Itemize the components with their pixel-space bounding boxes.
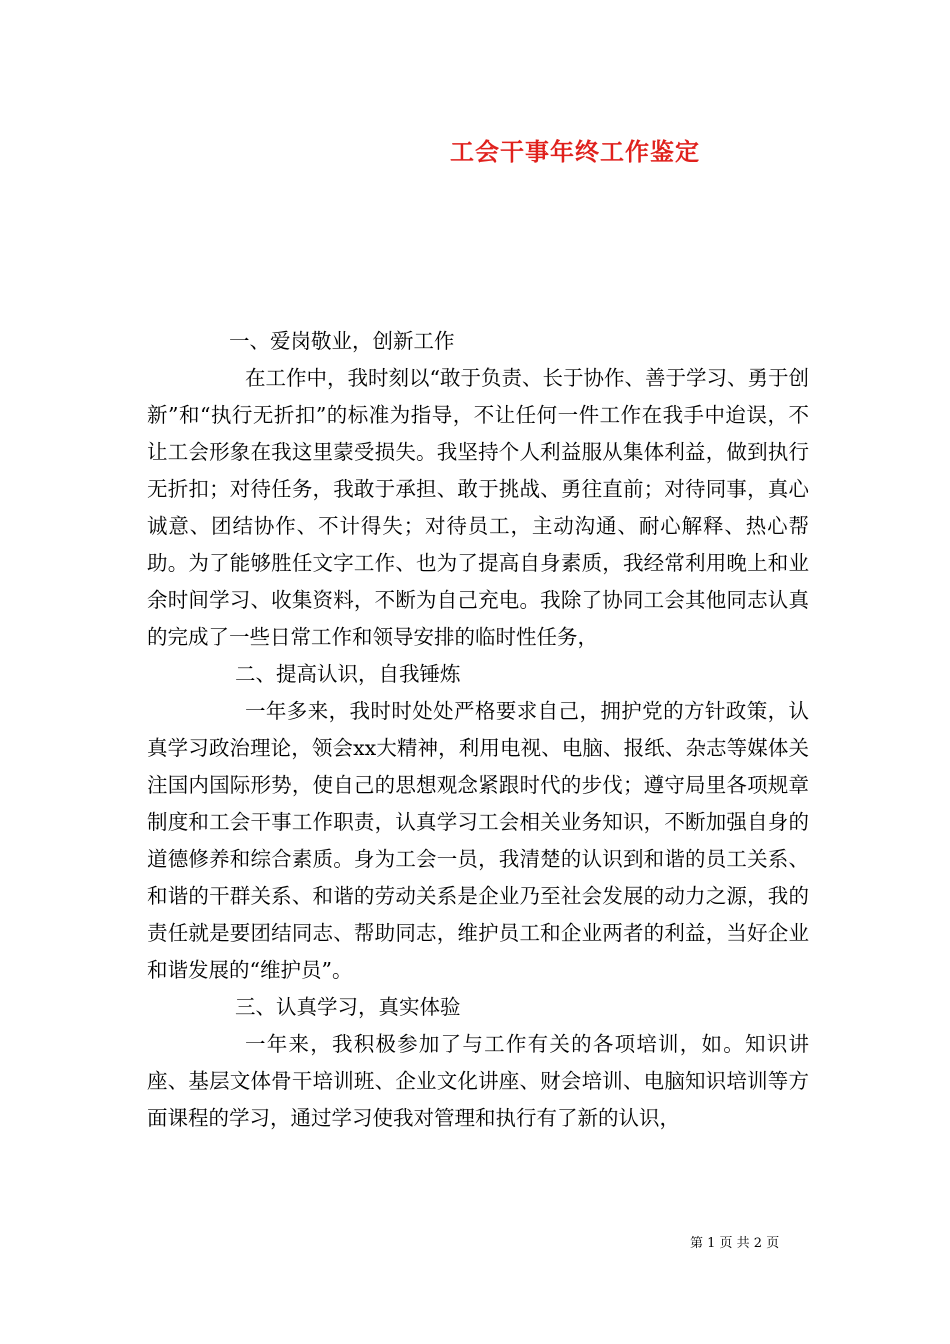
section-paragraph-2: 一年多来，我时时处处严格要求自己，拥护党的方针政策，认真学习政治理论，领会xx大精神，利用电视、电脑、报纸、杂志等媒体关注国内国际形势，使自己的思想观念紧跟时代的步伐；遵守局里各项规章制度和工会干事工作职责，认真学习工会相关业务知识，不断加强自身的道德修养和综合素质。身为工会一员，我清楚的认识到和谐的员工关系、和谐的干群关系、和谐的劳动关系是企业乃至社会发展的动力之源，我的责任就是要团结同志、帮助同志，维护员工和企业两者的利益，当好企业和谐发展的“维护员”。 [147, 699, 809, 982]
document-title: 工会干事年终工作鉴定 [450, 137, 700, 166]
document-body [147, 323, 809, 1137]
section-paragraph-3: 一年来，我积极参加了与工作有关的各项培训，如。知识讲座、基层文体骨干培训班、企业文化讲座、财会培训、电脑知识培训等方面课程的学习，通过学习使我对管理和执行有了新的认识， [147, 1032, 809, 1130]
section-paragraph-1: 在工作中，我时刻以“敢于负责、长于协作、善于学习、勇于创新”和“执行无折扣”的标准为指导，不让任何一件工作在我手中迨误，不让工会形象在我这里蒙受损失。我坚持个人利益服从集体利益，做到执行无折扣；对待任务，我敢于承担、敢于挑战、勇往直前；对待同事，真心诚意、团结协作、不计得失；对待员工，主动沟通、耐心解释、热心帮助。为了能够胜任文字工作、也为了提高自身素质，我经常利用晚上和业余时间学习、收集资料，不断为自己充电。我除了协同工会其他同志认真的完成了一些日常工作和领导安排的临时性任务， [147, 366, 809, 649]
page-footer: 第 1 页 共 2 页 [690, 1236, 780, 1251]
section-heading-3: 三、认真学习，真实体验 [235, 995, 461, 1019]
section-heading-1: 一、爱岗敬业，创新工作 [229, 329, 455, 353]
section-heading-2: 二、提高认识，自我锤炼 [235, 662, 461, 686]
